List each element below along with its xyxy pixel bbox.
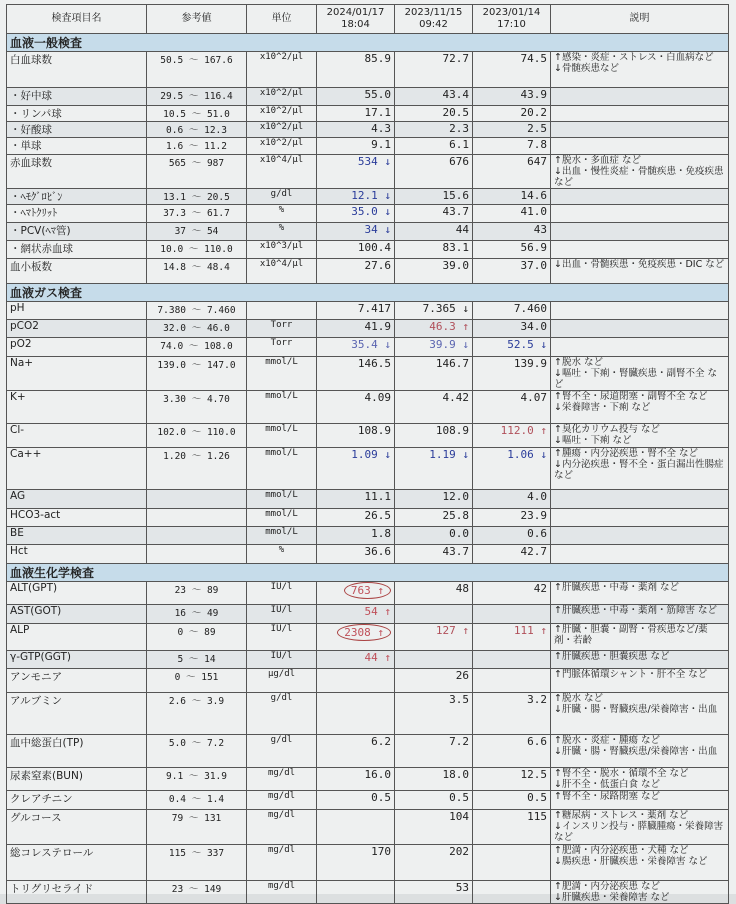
reference-range: 29.5 ～ 116.4 xyxy=(147,88,247,106)
value-2023-11-15: 6.1 xyxy=(395,138,473,155)
result-row xyxy=(7,122,729,138)
test-name: ・ﾍﾓｸﾞﾛﾋﾞﾝ xyxy=(7,189,147,205)
reference-range: 139.0 ～ 147.0 xyxy=(147,357,247,391)
value-2023-01-14: 4.0 xyxy=(473,490,551,509)
reference-range: 32.0 ～ 46.0 xyxy=(147,320,247,338)
value-2023-01-14: 20.2 xyxy=(473,106,551,122)
unit: mg/dl xyxy=(247,768,317,791)
result-row xyxy=(7,88,729,106)
value-2023-01-14: 42.7 xyxy=(473,545,551,564)
test-name: アンモニア xyxy=(7,669,147,693)
value-2023-01-14: 1.06 ↓ xyxy=(473,448,551,490)
unit xyxy=(247,302,317,320)
test-name: ・ﾍﾏﾄｸﾘｯﾄ xyxy=(7,205,147,223)
value-2023-11-15: 2.3 xyxy=(395,122,473,138)
result-row xyxy=(7,223,729,241)
result-row xyxy=(7,624,729,651)
reference-range: 74.0 ～ 108.0 xyxy=(147,338,247,357)
value-2024-01-17: 534 ↓ xyxy=(317,155,395,189)
unit: x10^4/μl xyxy=(247,259,317,284)
test-name: 尿素窒素(BUN) xyxy=(7,768,147,791)
header-date-1 xyxy=(317,5,395,34)
value-2024-01-17: 27.6 xyxy=(317,259,395,284)
test-name: クレアチニン xyxy=(7,791,147,810)
value-2023-11-15: 202 xyxy=(395,845,473,881)
value-2024-01-17: 1.09 ↓ xyxy=(317,448,395,490)
unit: mg/dl xyxy=(247,810,317,845)
result-row xyxy=(7,651,729,669)
explanation: ↑腎不全・脱水・循環不全 など ↓肝不全・低蛋白食 など xyxy=(551,768,729,791)
time-3: 17:10 xyxy=(497,19,526,30)
result-row xyxy=(7,845,729,881)
value-2024-01-17: 100.4 xyxy=(317,241,395,259)
reference-range: 0 ～ 89 xyxy=(147,624,247,651)
unit: IU/l xyxy=(247,624,317,651)
unit: % xyxy=(247,223,317,241)
reference-range xyxy=(147,490,247,509)
explanation xyxy=(551,302,729,320)
test-name: γ-GTP(GGT) xyxy=(7,651,147,669)
circled-value: 2308 ↑ xyxy=(337,624,391,641)
result-row xyxy=(7,106,729,122)
explanation: ↑肥満・内分泌疾患 など ↓肝臓疾患・栄養障害 など xyxy=(551,881,729,904)
value-2023-01-14: 37.0 xyxy=(473,259,551,284)
value-2024-01-17: 12.1 ↓ xyxy=(317,189,395,205)
value-2023-01-14: 43 xyxy=(473,223,551,241)
unit: mmol/L xyxy=(247,391,317,424)
explanation: ↑肝臓疾患・胆嚢疾患 など xyxy=(551,651,729,669)
value-2024-01-17: 4.3 xyxy=(317,122,395,138)
result-row xyxy=(7,259,729,284)
value-2024-01-17 xyxy=(317,669,395,693)
unit: IU/l xyxy=(247,605,317,624)
value-2024-01-17: 7.417 xyxy=(317,302,395,320)
value-2023-01-14: 52.5 ↓ xyxy=(473,338,551,357)
time-2: 09:42 xyxy=(419,19,448,30)
test-name: 赤血球数 xyxy=(7,155,147,189)
explanation: ↑肝臓疾患・中毒・薬剤・筋障害 など xyxy=(551,605,729,624)
value-2023-11-15: 1.19 ↓ xyxy=(395,448,473,490)
reference-range: 115 ～ 337 xyxy=(147,845,247,881)
result-row xyxy=(7,302,729,320)
value-2023-11-15: 44 xyxy=(395,223,473,241)
test-name: pH xyxy=(7,302,147,320)
unit: g/dl xyxy=(247,735,317,768)
unit: x10^3/μl xyxy=(247,241,317,259)
result-row xyxy=(7,241,729,259)
explanation: ↑脱水・炎症・腫瘍 など ↓肝臓・腸・腎臓疾患/栄養障害・出血 xyxy=(551,735,729,768)
value-2024-01-17: 41.9 xyxy=(317,320,395,338)
reference-range: 13.1 ～ 20.5 xyxy=(147,189,247,205)
value-2023-11-15: 127 ↑ xyxy=(395,624,473,651)
section-header xyxy=(7,284,729,302)
explanation xyxy=(551,490,729,509)
unit: x10^2/μl xyxy=(247,88,317,106)
explanation: ↑門脈体循環シャント・肝不全 など xyxy=(551,669,729,693)
reference-range: 50.5 ～ 167.6 xyxy=(147,52,247,88)
result-row xyxy=(7,768,729,791)
test-name: アルブミン xyxy=(7,693,147,735)
explanation: ↑糖尿病・ストレス・薬剤 など ↓インスリン投与・膵臓腫瘍・栄養障害 など xyxy=(551,810,729,845)
explanation xyxy=(551,122,729,138)
test-name: ALT(GPT) xyxy=(7,582,147,605)
test-name: ・PCV(ﾍﾏ管) xyxy=(7,223,147,241)
value-2023-01-14: 2.5 xyxy=(473,122,551,138)
test-name: Na+ xyxy=(7,357,147,391)
header-date-3 xyxy=(473,5,551,34)
value-2023-01-14: 115 xyxy=(473,810,551,845)
value-2024-01-17: 11.1 xyxy=(317,490,395,509)
circled-value: 763 ↑ xyxy=(344,582,391,599)
value-2023-11-15: 25.8 xyxy=(395,509,473,527)
explanation: ↑脱水 など ↓肝臓・腸・腎臓疾患/栄養障害・出血 xyxy=(551,693,729,735)
reference-range: 1.20 ～ 1.26 xyxy=(147,448,247,490)
explanation xyxy=(551,320,729,338)
result-row xyxy=(7,791,729,810)
explanation: ↑腎不全・尿路閉塞 など xyxy=(551,791,729,810)
reference-range: 23 ～ 149 xyxy=(147,881,247,904)
value-2023-01-14: 111 ↑ xyxy=(473,624,551,651)
value-2024-01-17: 0.5 xyxy=(317,791,395,810)
value-2023-11-15: 12.0 xyxy=(395,490,473,509)
result-row xyxy=(7,545,729,564)
value-2023-01-14 xyxy=(473,651,551,669)
header-range: 参考値 xyxy=(147,5,247,34)
value-2024-01-17: 34 ↓ xyxy=(317,223,395,241)
value-2024-01-17: 170 xyxy=(317,845,395,881)
section-header xyxy=(7,564,729,582)
value-2023-11-15: 20.5 xyxy=(395,106,473,122)
header-note: 説明 xyxy=(551,5,729,34)
explanation: ↑臭化カリウム投与 など ↓嘔吐・下痢 など xyxy=(551,424,729,448)
result-row xyxy=(7,155,729,189)
result-row xyxy=(7,490,729,509)
test-name: pCO2 xyxy=(7,320,147,338)
value-2024-01-17: 9.1 xyxy=(317,138,395,155)
unit: mmol/L xyxy=(247,509,317,527)
value-2023-11-15: 0.5 xyxy=(395,791,473,810)
value-2023-11-15: 146.7 xyxy=(395,357,473,391)
result-row xyxy=(7,448,729,490)
value-2023-01-14: 14.6 xyxy=(473,189,551,205)
test-name: ・単球 xyxy=(7,138,147,155)
value-2024-01-17: 54 ↑ xyxy=(317,605,395,624)
value-2023-01-14: 6.6 xyxy=(473,735,551,768)
value-2023-11-15: 104 xyxy=(395,810,473,845)
test-name: トリグリセライド xyxy=(7,881,147,904)
value-2023-11-15: 43.7 xyxy=(395,205,473,223)
value-2023-11-15: 676 xyxy=(395,155,473,189)
section-title: 血液生化学検査 xyxy=(7,564,729,582)
test-name: Hct xyxy=(7,545,147,564)
result-row xyxy=(7,509,729,527)
value-2024-01-17: 17.1 xyxy=(317,106,395,122)
result-row xyxy=(7,424,729,448)
value-2023-01-14: 139.9 xyxy=(473,357,551,391)
unit: mmol/L xyxy=(247,357,317,391)
header-unit: 単位 xyxy=(247,5,317,34)
reference-range: 102.0 ～ 110.0 xyxy=(147,424,247,448)
value-2023-01-14: 56.9 xyxy=(473,241,551,259)
result-row xyxy=(7,320,729,338)
value-2023-11-15 xyxy=(395,651,473,669)
value-2023-01-14: 4.07 xyxy=(473,391,551,424)
reference-range: 14.8 ～ 48.4 xyxy=(147,259,247,284)
test-name: Ca++ xyxy=(7,448,147,490)
unit: mmol/L xyxy=(247,490,317,509)
reference-range: 0.4 ～ 1.4 xyxy=(147,791,247,810)
test-name: ・網状赤血球 xyxy=(7,241,147,259)
value-2023-11-15 xyxy=(395,605,473,624)
unit: mmol/L xyxy=(247,448,317,490)
header-row xyxy=(7,5,729,34)
unit: x10^2/μl xyxy=(247,106,317,122)
result-row xyxy=(7,735,729,768)
explanation xyxy=(551,509,729,527)
value-2023-01-14: 112.0 ↑ xyxy=(473,424,551,448)
unit: μg/dl xyxy=(247,669,317,693)
unit: mg/dl xyxy=(247,845,317,881)
reference-range: 10.0 ～ 110.0 xyxy=(147,241,247,259)
section-title: 血液ガス検査 xyxy=(7,284,729,302)
value-2023-01-14: 647 xyxy=(473,155,551,189)
value-2023-01-14 xyxy=(473,881,551,904)
result-row xyxy=(7,810,729,845)
test-name: 総コレステロール xyxy=(7,845,147,881)
test-name: K+ xyxy=(7,391,147,424)
explanation: ↑肥満・内分泌疾患・犬種 など ↓腸疾患・肝臓疾患・栄養障害 など xyxy=(551,845,729,881)
value-2024-01-17 xyxy=(317,582,395,605)
value-2024-01-17: 108.9 xyxy=(317,424,395,448)
explanation: ↑肝臓・胆嚢・副腎・骨疾患など/薬剤・若齢 xyxy=(551,624,729,651)
value-2024-01-17: 4.09 xyxy=(317,391,395,424)
value-2024-01-17: 44 ↑ xyxy=(317,651,395,669)
reference-range: 7.380 ～ 7.460 xyxy=(147,302,247,320)
test-name: HCO3-act xyxy=(7,509,147,527)
value-2023-11-15: 108.9 xyxy=(395,424,473,448)
reference-range xyxy=(147,545,247,564)
value-2023-11-15: 3.5 xyxy=(395,693,473,735)
unit: IU/l xyxy=(247,582,317,605)
test-name: BE xyxy=(7,527,147,545)
unit: % xyxy=(247,545,317,564)
reference-range: 23 ～ 89 xyxy=(147,582,247,605)
value-2023-11-15: 4.42 xyxy=(395,391,473,424)
reference-range: 2.6 ～ 3.9 xyxy=(147,693,247,735)
unit: x10^2/μl xyxy=(247,122,317,138)
result-row xyxy=(7,527,729,545)
explanation xyxy=(551,106,729,122)
test-name: グルコース xyxy=(7,810,147,845)
value-2023-11-15: 46.3 ↑ xyxy=(395,320,473,338)
explanation xyxy=(551,338,729,357)
reference-range: 37.3 ～ 61.7 xyxy=(147,205,247,223)
value-2024-01-17: 146.5 xyxy=(317,357,395,391)
value-2024-01-17 xyxy=(317,624,395,651)
reference-range: 1.6 ～ 11.2 xyxy=(147,138,247,155)
reference-range: 5 ～ 14 xyxy=(147,651,247,669)
header-date-2 xyxy=(395,5,473,34)
test-name: AST(GOT) xyxy=(7,605,147,624)
unit: mmol/L xyxy=(247,424,317,448)
explanation xyxy=(551,545,729,564)
reference-range xyxy=(147,527,247,545)
time-1: 18:04 xyxy=(341,19,370,30)
value-2023-11-15: 48 xyxy=(395,582,473,605)
value-2023-01-14 xyxy=(473,605,551,624)
value-2023-01-14: 7.8 xyxy=(473,138,551,155)
result-row xyxy=(7,669,729,693)
value-2023-01-14: 0.5 xyxy=(473,791,551,810)
explanation: ↑腎不全・尿道閉塞・副腎不全 など ↓栄養障害・下痢 など xyxy=(551,391,729,424)
unit: Torr xyxy=(247,338,317,357)
value-2024-01-17: 1.8 xyxy=(317,527,395,545)
value-2023-11-15: 39.0 xyxy=(395,259,473,284)
explanation: ↓出血・骨髄疾患・免疫疾患・DIC など xyxy=(551,259,729,284)
value-2023-11-15: 15.6 xyxy=(395,189,473,205)
reference-range: 79 ～ 131 xyxy=(147,810,247,845)
test-name: ・好中球 xyxy=(7,88,147,106)
result-row xyxy=(7,881,729,904)
test-name: 血小板数 xyxy=(7,259,147,284)
value-2023-11-15: 18.0 xyxy=(395,768,473,791)
value-2024-01-17 xyxy=(317,810,395,845)
value-2023-11-15: 26 xyxy=(395,669,473,693)
value-2023-11-15: 0.0 xyxy=(395,527,473,545)
value-2023-01-14: 12.5 xyxy=(473,768,551,791)
value-2024-01-17 xyxy=(317,693,395,735)
reference-range xyxy=(147,509,247,527)
reference-range: 5.0 ～ 7.2 xyxy=(147,735,247,768)
test-name: AG xyxy=(7,490,147,509)
value-2024-01-17: 26.5 xyxy=(317,509,395,527)
explanation xyxy=(551,138,729,155)
unit: g/dl xyxy=(247,693,317,735)
result-row xyxy=(7,391,729,424)
value-2023-11-15: 7.2 xyxy=(395,735,473,768)
explanation: ↑脱水 など ↓嘔吐・下痢・腎臓疾患・副腎不全 など xyxy=(551,357,729,391)
value-2023-11-15: 39.9 ↓ xyxy=(395,338,473,357)
value-2023-01-14: 0.6 xyxy=(473,527,551,545)
value-2023-01-14: 74.5 xyxy=(473,52,551,88)
result-row xyxy=(7,582,729,605)
unit: IU/l xyxy=(247,651,317,669)
date-2: 2023/11/15 xyxy=(404,7,463,18)
value-2023-01-14 xyxy=(473,845,551,881)
result-row xyxy=(7,205,729,223)
test-name: 血中総蛋白(TP) xyxy=(7,735,147,768)
value-2023-01-14: 43.9 xyxy=(473,88,551,106)
result-row xyxy=(7,189,729,205)
value-2023-01-14: 42 xyxy=(473,582,551,605)
result-row xyxy=(7,338,729,357)
value-2024-01-17: 35.4 ↓ xyxy=(317,338,395,357)
value-2023-01-14: 34.0 xyxy=(473,320,551,338)
unit: % xyxy=(247,205,317,223)
unit: x10^2/μl xyxy=(247,138,317,155)
explanation: ↑腫瘍・内分泌疾患・腎不全 など ↓内分泌疾患・腎不全・蛋白漏出性腸症 など xyxy=(551,448,729,490)
result-row xyxy=(7,693,729,735)
explanation xyxy=(551,527,729,545)
reference-range: 3.30 ～ 4.70 xyxy=(147,391,247,424)
result-row xyxy=(7,52,729,88)
unit: Torr xyxy=(247,320,317,338)
reference-range: 9.1 ～ 31.9 xyxy=(147,768,247,791)
explanation xyxy=(551,189,729,205)
unit: mmol/L xyxy=(247,527,317,545)
value-2024-01-17: 6.2 xyxy=(317,735,395,768)
lab-results-table xyxy=(6,4,729,904)
value-2023-11-15: 43.4 xyxy=(395,88,473,106)
unit: x10^2/μl xyxy=(247,52,317,88)
reference-range: 16 ～ 49 xyxy=(147,605,247,624)
test-name: ALP xyxy=(7,624,147,651)
value-2023-11-15: 53 xyxy=(395,881,473,904)
reference-range: 0.6 ～ 12.3 xyxy=(147,122,247,138)
value-2023-01-14: 41.0 xyxy=(473,205,551,223)
value-2023-01-14 xyxy=(473,669,551,693)
reference-range: 0 ～ 151 xyxy=(147,669,247,693)
value-2024-01-17: 85.9 xyxy=(317,52,395,88)
explanation: ↑肝臓疾患・中毒・薬剤 など xyxy=(551,582,729,605)
date-3: 2023/01/14 xyxy=(482,7,541,18)
test-name: ・リンパ球 xyxy=(7,106,147,122)
unit: g/dl xyxy=(247,189,317,205)
value-2024-01-17: 35.0 ↓ xyxy=(317,205,395,223)
value-2023-01-14: 23.9 xyxy=(473,509,551,527)
reference-range: 10.5 ～ 51.0 xyxy=(147,106,247,122)
explanation xyxy=(551,223,729,241)
test-name: 白血球数 xyxy=(7,52,147,88)
explanation xyxy=(551,205,729,223)
value-2023-11-15: 72.7 xyxy=(395,52,473,88)
result-row xyxy=(7,357,729,391)
explanation xyxy=(551,88,729,106)
explanation: ↑感染・炎症・ストレス・白血病など ↓骨髄疾患など xyxy=(551,52,729,88)
section-header xyxy=(7,34,729,52)
value-2023-11-15: 7.365 ↓ xyxy=(395,302,473,320)
unit: mg/dl xyxy=(247,881,317,904)
result-row xyxy=(7,138,729,155)
unit: mg/dl xyxy=(247,791,317,810)
explanation xyxy=(551,241,729,259)
result-row xyxy=(7,605,729,624)
test-name: pO2 xyxy=(7,338,147,357)
value-2023-11-15: 43.7 xyxy=(395,545,473,564)
header-item: 検査項目名 xyxy=(7,5,147,34)
value-2024-01-17 xyxy=(317,881,395,904)
test-name: ・好酸球 xyxy=(7,122,147,138)
value-2023-01-14: 3.2 xyxy=(473,693,551,735)
section-title: 血液一般検査 xyxy=(7,34,729,52)
value-2024-01-17: 16.0 xyxy=(317,768,395,791)
value-2024-01-17: 55.0 xyxy=(317,88,395,106)
value-2023-11-15: 83.1 xyxy=(395,241,473,259)
unit: x10^4/μl xyxy=(247,155,317,189)
test-name: Cl- xyxy=(7,424,147,448)
date-1: 2024/01/17 xyxy=(326,7,385,18)
value-2024-01-17: 36.6 xyxy=(317,545,395,564)
explanation: ↑脱水・多血症 など ↓出血・慢性炎症・骨髄疾患・免疫疾患 など xyxy=(551,155,729,189)
reference-range: 37 ～ 54 xyxy=(147,223,247,241)
reference-range: 565 ～ 987 xyxy=(147,155,247,189)
value-2023-01-14: 7.460 xyxy=(473,302,551,320)
